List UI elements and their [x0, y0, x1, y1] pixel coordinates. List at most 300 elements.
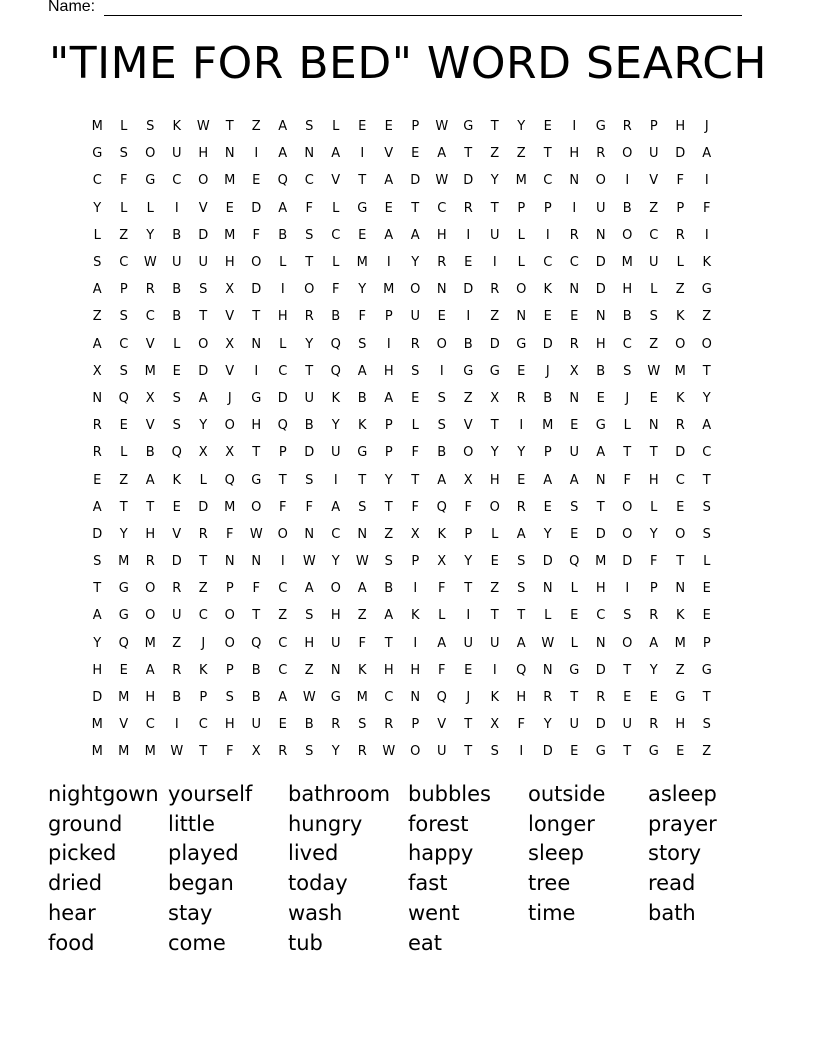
grid-cell: G — [463, 119, 474, 135]
grid-cell: T — [490, 200, 499, 216]
grid-cell: W — [647, 363, 661, 379]
grid-cell: U — [569, 445, 579, 461]
grid-cell: B — [622, 309, 632, 325]
page-title: "TIME FOR BED" WORD SEARCH — [48, 38, 768, 89]
grid-cell: G — [251, 390, 262, 406]
grid-cell: R — [649, 608, 659, 624]
grid-cell: A — [278, 119, 288, 135]
grid-cell: Z — [702, 309, 712, 325]
grid-cell: F — [332, 282, 340, 298]
grid-cell: C — [569, 255, 579, 271]
grid-cell: B — [251, 690, 261, 706]
grid-cell: V — [145, 336, 155, 352]
grid-cell: E — [119, 418, 128, 434]
grid-cell: S — [358, 717, 367, 733]
grid-cell: C — [278, 363, 288, 379]
grid-cell: E — [676, 499, 685, 515]
grid-cell: T — [596, 499, 605, 515]
grid-cell: L — [570, 635, 578, 651]
grid-cell: F — [676, 173, 684, 189]
grid-cell: E — [649, 690, 658, 706]
grid-cell: Y — [649, 662, 658, 678]
grid-cell: Q — [171, 445, 182, 461]
grid-cell: N — [357, 526, 368, 542]
grid-cell: V — [225, 363, 235, 379]
grid-cell: C — [278, 581, 288, 597]
grid-cell: A — [410, 227, 420, 243]
grid-cell: R — [649, 717, 659, 733]
grid-cell: B — [251, 662, 261, 678]
grid-cell: L — [93, 227, 101, 243]
grid-cell: E — [358, 119, 367, 135]
grid-cell: I — [519, 744, 524, 760]
grid-cell: A — [702, 418, 712, 434]
grid-cell: F — [305, 200, 313, 216]
grid-cell: C — [92, 173, 102, 189]
grid-cell: A — [384, 227, 394, 243]
grid-cell: K — [543, 282, 553, 298]
grid-cell: A — [92, 608, 102, 624]
grid-cell: Z — [251, 119, 261, 135]
grid-cell: M — [356, 690, 368, 706]
grid-cell: O — [277, 526, 288, 542]
grid-cell: K — [675, 608, 685, 624]
grid-cell: T — [623, 445, 632, 461]
grid-cell: U — [330, 635, 341, 651]
word-list-item: little — [168, 811, 215, 836]
grid-cell: Q — [516, 662, 527, 678]
grid-cell: H — [622, 282, 633, 298]
grid-cell: Y — [331, 418, 340, 434]
grid-cell: O — [675, 336, 686, 352]
grid-cell: L — [650, 499, 658, 515]
grid-cell: Z — [278, 608, 288, 624]
grid-cell: U — [410, 309, 420, 325]
grid-cell: K — [490, 690, 500, 706]
grid-cell: H — [410, 662, 421, 678]
grid-cell: P — [676, 200, 685, 216]
grid-cell: N — [224, 146, 235, 162]
grid-cell: E — [517, 363, 526, 379]
grid-cell: D — [542, 744, 553, 760]
word-list-item: story — [648, 841, 702, 866]
grid-cell: B — [172, 227, 182, 243]
grid-cell: M — [674, 363, 686, 379]
grid-row — [84, 439, 744, 466]
grid-cell: Z — [357, 608, 367, 624]
grid-cell: N — [675, 581, 686, 597]
grid-cell: S — [517, 581, 526, 597]
grid-cell: B — [304, 418, 314, 434]
grid-row — [84, 195, 744, 222]
grid-cell: L — [491, 526, 499, 542]
grid-cell: X — [490, 390, 500, 406]
grid-cell: Y — [490, 445, 499, 461]
word-list-item: longer — [528, 811, 595, 836]
grid-cell: D — [595, 717, 606, 733]
grid-cell: U — [171, 255, 182, 271]
grid-cell: R — [463, 200, 473, 216]
grid-cell: N — [542, 662, 553, 678]
grid-cell: P — [649, 119, 658, 135]
grid-cell: V — [119, 717, 129, 733]
word-list-item: tub — [288, 930, 323, 955]
grid-cell: V — [145, 418, 155, 434]
grid-cell: O — [622, 499, 633, 515]
grid-cell: S — [649, 309, 658, 325]
grid-cell: C — [331, 526, 341, 542]
grid-cell: A — [569, 472, 579, 488]
grid-cell: L — [411, 418, 419, 434]
grid-cell: A — [384, 608, 394, 624]
grid-cell: T — [490, 418, 499, 434]
grid-cell: T — [517, 608, 526, 624]
grid-cell: D — [595, 282, 606, 298]
grid-cell: G — [145, 173, 156, 189]
grid-cell: A — [596, 445, 606, 461]
grid-cell: A — [145, 662, 155, 678]
grid-cell: A — [516, 526, 526, 542]
grid-cell: N — [569, 390, 580, 406]
word-list-item: forest — [408, 811, 469, 836]
grid-cell: E — [543, 309, 552, 325]
grid-cell: M — [91, 744, 103, 760]
grid-cell: S — [570, 499, 579, 515]
grid-cell: Z — [490, 581, 500, 597]
grid-cell: X — [410, 526, 420, 542]
word-row — [48, 898, 788, 928]
word-list-item: fast — [408, 871, 448, 896]
grid-cell: K — [331, 390, 341, 406]
grid-cell: G — [516, 336, 527, 352]
grid-cell: T — [464, 744, 473, 760]
grid-cell: N — [410, 690, 421, 706]
grid-cell: O — [675, 526, 686, 542]
grid-cell: Y — [543, 526, 552, 542]
grid-cell: R — [675, 227, 685, 243]
grid-cell: N — [251, 336, 262, 352]
grid-cell: X — [225, 336, 235, 352]
grid-cell: D — [171, 554, 182, 570]
grid-cell: I — [174, 717, 179, 733]
grid-cell: Q — [569, 554, 580, 570]
grid-cell: S — [305, 227, 314, 243]
grid-cell: R — [622, 119, 632, 135]
grid-cell: U — [198, 255, 208, 271]
grid-cell: Y — [93, 635, 102, 651]
grid-cell: J — [545, 363, 550, 379]
grid-cell: L — [650, 282, 658, 298]
grid-cell: J — [625, 390, 630, 406]
grid-cell: T — [305, 255, 314, 271]
grid-cell: B — [357, 390, 367, 406]
grid-cell: A — [437, 635, 447, 651]
grid-cell: I — [572, 119, 577, 135]
grid-cell: E — [437, 309, 446, 325]
grid-row — [84, 630, 744, 657]
grid-cell: R — [516, 390, 526, 406]
grid-cell: O — [463, 445, 474, 461]
name-line — [104, 15, 742, 16]
grid-cell: H — [489, 472, 500, 488]
grid-cell: H — [330, 608, 341, 624]
grid-cell: U — [595, 200, 606, 216]
grid-cell: Z — [92, 309, 102, 325]
grid-cell: X — [569, 363, 579, 379]
grid-cell: K — [675, 309, 685, 325]
grid-cell: R — [437, 255, 447, 271]
grid-cell: Y — [490, 173, 499, 189]
grid-cell: Y — [464, 554, 473, 570]
word-list-item: wash — [288, 901, 343, 926]
grid-cell: X — [198, 445, 208, 461]
grid-cell: S — [119, 309, 128, 325]
grid-cell: J — [704, 119, 709, 135]
grid-cell: Z — [172, 635, 182, 651]
grid-cell: Y — [331, 554, 340, 570]
word-list-item: went — [408, 901, 460, 926]
grid-cell: L — [570, 581, 578, 597]
grid-cell: N — [595, 309, 606, 325]
grid-cell: R — [92, 445, 102, 461]
grid-cell: N — [595, 472, 606, 488]
grid-cell: K — [172, 119, 182, 135]
grid-cell: T — [199, 309, 208, 325]
grid-cell: C — [596, 608, 606, 624]
grid-cell: J — [201, 635, 206, 651]
grid-cell: L — [676, 255, 684, 271]
grid-cell: M — [91, 717, 103, 733]
grid-cell: T — [702, 472, 711, 488]
grid-cell: T — [358, 173, 367, 189]
grid-cell: N — [251, 554, 262, 570]
grid-cell: R — [145, 282, 155, 298]
grid-cell: I — [386, 255, 391, 271]
grid-cell: Z — [702, 744, 712, 760]
grid-cell: Q — [118, 390, 129, 406]
grid-cell: Z — [119, 227, 129, 243]
grid-cell: S — [172, 418, 181, 434]
grid-cell: U — [251, 717, 261, 733]
grid-cell: E — [543, 499, 552, 515]
grid-cell: T — [543, 146, 552, 162]
grid-cell: U — [489, 635, 500, 651]
word-list-item: bathroom — [288, 781, 391, 806]
grid-cell: C — [702, 445, 712, 461]
grid-cell: O — [622, 635, 633, 651]
grid-cell: R — [384, 717, 394, 733]
grid-cell: F — [358, 309, 366, 325]
grid-cell: Y — [411, 255, 420, 271]
grid-cell: I — [704, 173, 709, 189]
grid-cell: T — [702, 690, 711, 706]
grid-cell: D — [542, 554, 553, 570]
grid-cell: A — [304, 581, 314, 597]
grid-row — [84, 521, 744, 548]
grid-cell: L — [517, 255, 525, 271]
word-list-item: eat — [408, 930, 443, 955]
grid-row — [84, 222, 744, 249]
grid-cell: E — [570, 526, 579, 542]
grid-cell: C — [278, 662, 288, 678]
grid-cell: R — [543, 690, 553, 706]
grid-cell: R — [516, 499, 526, 515]
grid-cell: W — [541, 635, 555, 651]
grid-cell: I — [704, 227, 709, 243]
grid-cell: R — [198, 526, 208, 542]
word-list-item: time — [528, 901, 576, 926]
grid-cell: S — [517, 554, 526, 570]
grid-cell: F — [252, 581, 260, 597]
grid-cell: P — [411, 119, 420, 135]
grid-cell: L — [146, 200, 154, 216]
grid-cell: L — [120, 445, 128, 461]
grid-cell: A — [649, 635, 659, 651]
grid-cell: Q — [330, 363, 341, 379]
word-list-item: lived — [288, 841, 339, 866]
grid-cell: D — [622, 554, 633, 570]
grid-row — [84, 113, 744, 140]
grid-cell: E — [517, 472, 526, 488]
grid-cell: L — [120, 200, 128, 216]
grid-cell: D — [410, 173, 421, 189]
grid-cell: Y — [517, 445, 526, 461]
grid-cell: P — [411, 554, 420, 570]
grid-cell: B — [437, 445, 447, 461]
grid-cell: V — [437, 717, 447, 733]
grid-cell: G — [463, 363, 474, 379]
grid-cell: O — [622, 526, 633, 542]
grid-cell: Q — [330, 336, 341, 352]
grid-cell: Y — [146, 227, 155, 243]
grid-cell: F — [358, 635, 366, 651]
grid-cell: U — [569, 717, 579, 733]
word-list-item: outside — [528, 781, 606, 806]
grid-cell: V — [384, 146, 394, 162]
word-list-item: dried — [48, 871, 103, 896]
grid-cell: H — [595, 581, 606, 597]
word-list-item: read — [648, 871, 696, 896]
grid-cell: F — [411, 499, 419, 515]
grid-cell: I — [254, 363, 259, 379]
grid-cell: G — [648, 744, 659, 760]
grid-cell: S — [172, 390, 181, 406]
grid-cell: R — [145, 554, 155, 570]
grid-cell: T — [490, 608, 499, 624]
grid-cell: N — [304, 526, 315, 542]
grid-cell: B — [172, 282, 182, 298]
grid-cell: I — [466, 309, 471, 325]
grid-cell: T — [384, 499, 393, 515]
grid-cell: O — [330, 581, 341, 597]
grid-cell: P — [702, 635, 711, 651]
grid-cell: U — [436, 744, 447, 760]
grid-cell: F — [120, 173, 128, 189]
grid-row — [84, 303, 744, 330]
grid-cell: A — [357, 581, 367, 597]
grid-cell: H — [436, 227, 447, 243]
grid-cell: T — [570, 690, 579, 706]
grid-cell: K — [410, 608, 420, 624]
grid-cell: L — [517, 227, 525, 243]
grid-cell: D — [277, 390, 288, 406]
grid-cell: H — [224, 255, 235, 271]
grid-cell: C — [304, 173, 314, 189]
word-list-item: today — [288, 871, 348, 896]
grid-cell: S — [702, 717, 711, 733]
grid-cell: G — [595, 418, 606, 434]
grid-cell: H — [92, 662, 103, 678]
grid-cell: R — [92, 418, 102, 434]
grid-cell: F — [438, 662, 446, 678]
grid-cell: A — [92, 336, 102, 352]
grid-cell: Q — [277, 418, 288, 434]
grid-cell: T — [93, 581, 102, 597]
grid-cell: P — [278, 445, 287, 461]
grid-cell: E — [384, 200, 393, 216]
grid-cell: O — [198, 173, 209, 189]
grid-cell: D — [198, 363, 209, 379]
grid-cell: B — [172, 690, 182, 706]
grid-cell: E — [411, 390, 420, 406]
grid-cell: W — [355, 554, 369, 570]
word-list-item: hungry — [288, 811, 363, 836]
grid-cell: M — [224, 173, 236, 189]
word-list-item: yourself — [168, 781, 253, 806]
grid-cell: E — [464, 662, 473, 678]
grid-cell: O — [198, 336, 209, 352]
grid-cell: S — [199, 282, 208, 298]
grid-cell: D — [675, 445, 686, 461]
grid-cell: I — [492, 255, 497, 271]
grid-cell: J — [227, 390, 232, 406]
grid-cell: Y — [119, 526, 128, 542]
grid-cell: E — [252, 173, 261, 189]
grid-cell: R — [569, 227, 579, 243]
grid-cell: H — [675, 119, 686, 135]
grid-cell: G — [118, 581, 129, 597]
grid-cell: S — [437, 390, 446, 406]
grid-cell: X — [225, 282, 235, 298]
grid-cell: T — [146, 499, 155, 515]
word-list-item: hear — [48, 901, 96, 926]
grid-cell: S — [702, 499, 711, 515]
grid-cell: Y — [358, 282, 367, 298]
grid-cell: P — [649, 581, 658, 597]
grid-cell: C — [172, 173, 182, 189]
grid-cell: N — [92, 390, 103, 406]
grid-cell: T — [252, 445, 261, 461]
grid-cell: G — [701, 662, 712, 678]
grid-cell: R — [172, 662, 182, 678]
grid-cell: W — [143, 255, 157, 271]
grid-cell: Z — [463, 390, 473, 406]
grid-cell: N — [648, 418, 659, 434]
grid-row — [84, 140, 744, 167]
grid-cell: K — [198, 662, 208, 678]
grid-cell: H — [224, 717, 235, 733]
word-row — [48, 839, 788, 869]
grid-cell: P — [225, 581, 234, 597]
grid-cell: C — [331, 227, 341, 243]
word-list-item: happy — [408, 841, 474, 866]
grid-cell: I — [413, 635, 418, 651]
grid-cell: A — [92, 282, 102, 298]
grid-cell: G — [357, 445, 368, 461]
grid-cell: D — [542, 336, 553, 352]
grid-cell: C — [198, 717, 208, 733]
grid-cell: E — [623, 690, 632, 706]
